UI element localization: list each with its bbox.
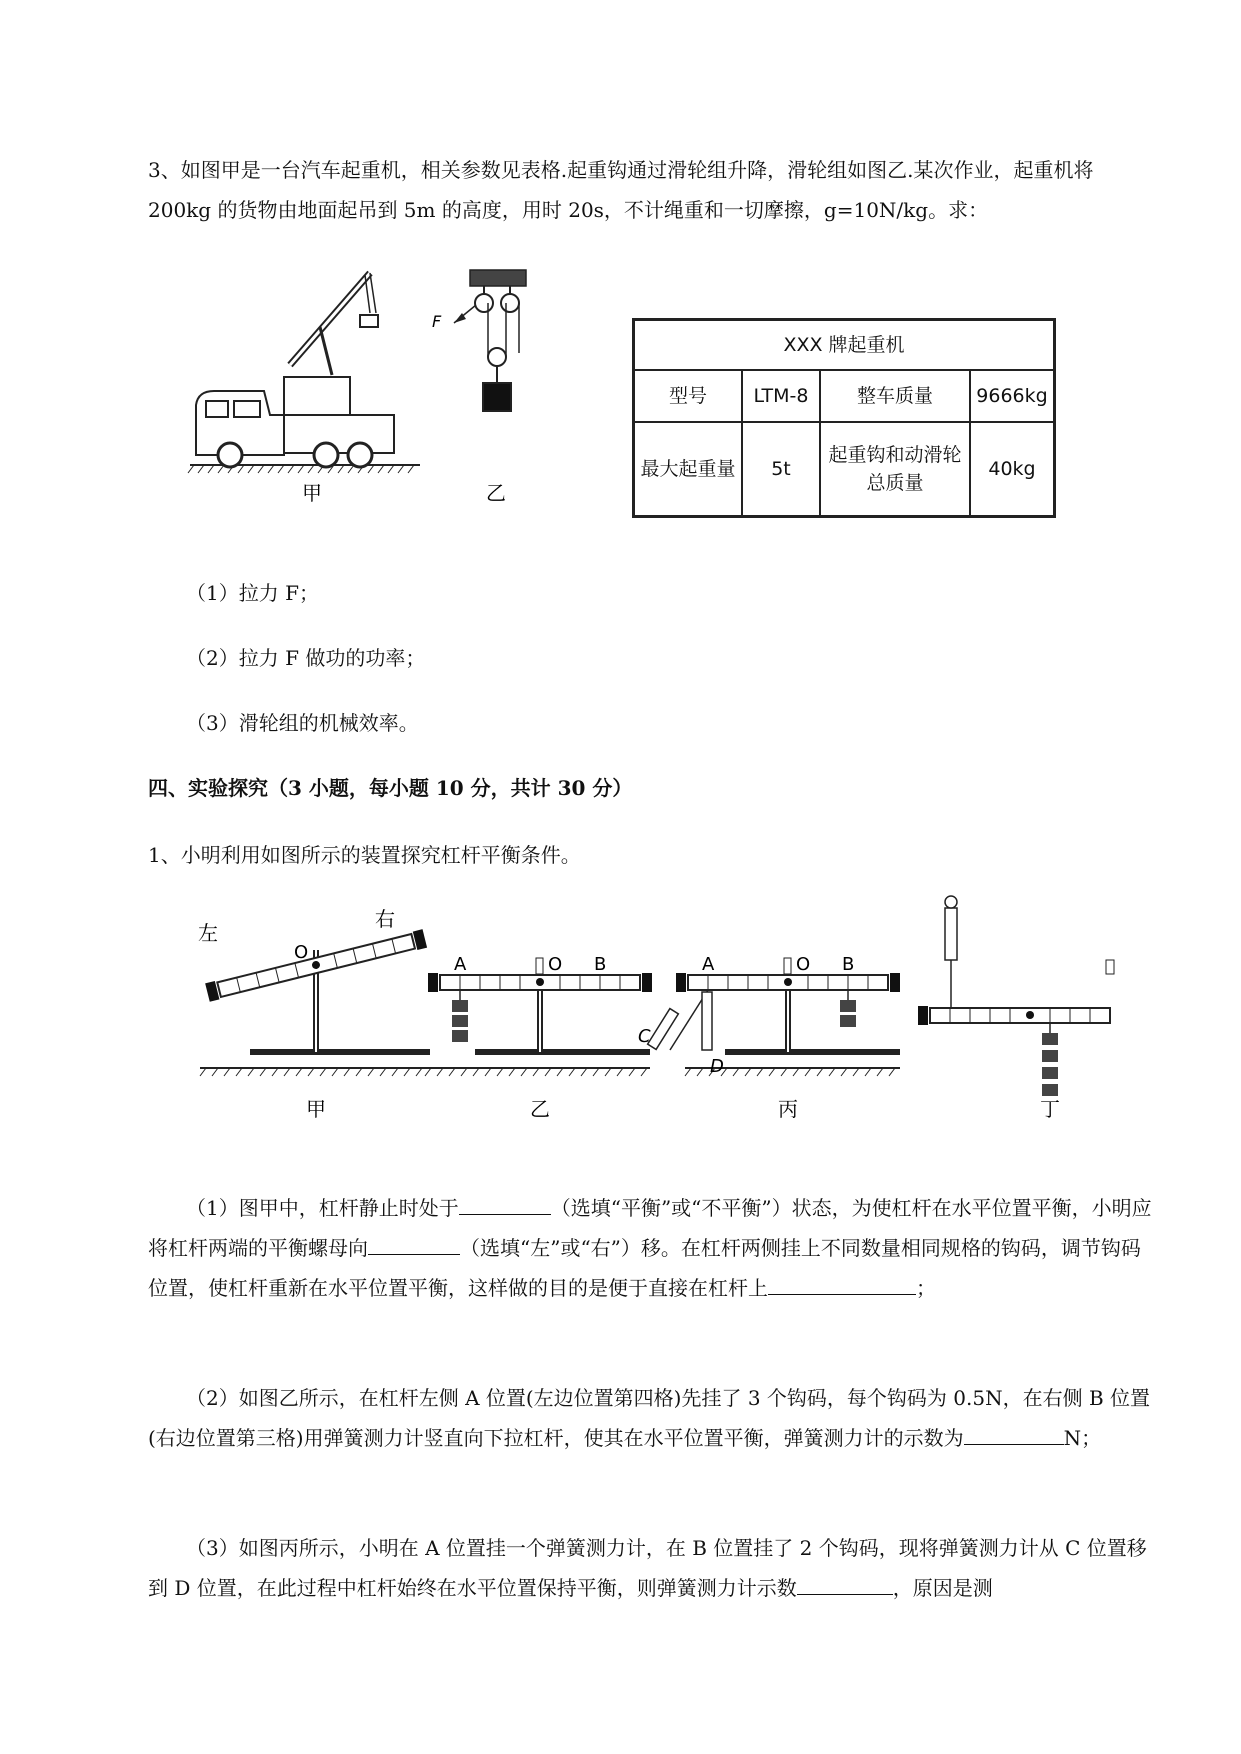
lever-jia [198, 907, 430, 1121]
part-2-text-a: （2）如图乙所示，在杠杆左侧 A 位置(左边位置第四格)先挂了 3 个钩码，每个钩码为 0.5N，在右侧 B 位置(右边位置第三格)用弹簧测力计竖直向下拉杠杆，使其在水平位置平衡，弹簧测力计的示数为 [148, 1386, 1151, 1450]
q3-intro: 3、如图甲是一台汽车起重机，相关参数见表格.起重钩通过滑轮组升降，滑轮组如图乙.某次作业，起重机将 200kg 的货物由地面起吊到 5m 的高度，用时 20s，不计绳重和一切摩擦，g=10N/kg。求： [148, 158, 1094, 222]
cell-maxload-label: 最大起重量 [634, 422, 743, 517]
q3-item-1: （1）拉力 F； [186, 581, 319, 605]
lever-ding [918, 896, 1114, 1121]
fig-label-jia: 甲 [302, 481, 322, 505]
part-3-text-a: （3）如图丙所示，小明在 A 位置挂一个弹簧测力计，在 B 位置挂了 2 个钩码，现将弹簧测力计从 C 位置移到 D 位置，在此过程中杠杆始终在水平位置保持平衡，则弹簧测力计示数 [148, 1536, 1147, 1600]
fig-label-bing: 丙 [778, 1097, 798, 1121]
table-title: XXX 牌起重机 [634, 320, 1055, 371]
blank-2[interactable] [368, 1230, 460, 1255]
part-3 [148, 1528, 1158, 1608]
cell-hook-label: 起重钩和动滑轮总质量 [820, 422, 970, 517]
q1-intro: 1、小明利用如图所示的装置探究杠杆平衡条件。 [148, 843, 581, 867]
label-left: 左 [198, 921, 218, 945]
label-b-yi: B [594, 954, 607, 975]
cell-hook-value: 40kg [970, 422, 1055, 517]
fig-label-jia-2: 甲 [306, 1097, 326, 1121]
label-o-bing: O [796, 954, 811, 975]
cell-mass-value: 9666kg [970, 370, 1055, 422]
part-1-text-d: ； [916, 1276, 936, 1300]
blank-3[interactable] [768, 1270, 916, 1295]
crane-pulley-figure [180, 265, 620, 515]
fig-label-yi: 乙 [486, 481, 506, 505]
label-a-yi: A [454, 954, 467, 975]
label-d: D [710, 1056, 724, 1077]
part-2-text-b: N； [1063, 1426, 1102, 1450]
label-o-jia: O [294, 942, 309, 963]
q3-item-2: （2）拉力 F 做功的功率； [186, 646, 426, 670]
cell-mass-label: 整车质量 [820, 370, 970, 422]
lever-bing [638, 954, 900, 1121]
label-b-bing: B [842, 954, 855, 975]
fig-label-ding: 丁 [1040, 1097, 1060, 1121]
cell-maxload-value: 5t [742, 422, 820, 517]
blank-4[interactable] [964, 1420, 1064, 1445]
part-1-text-b: （选填“平衡”或“不平衡”）状态，为使杠杆在水平位置平衡，小明应将杠杆两端的平衡螺母向 [148, 1196, 1152, 1260]
label-a-bing: A [702, 954, 715, 975]
part-3-text-b: ，原因是测 [892, 1576, 993, 1600]
blank-5[interactable] [797, 1570, 893, 1595]
part-1-text-c: （选填“左”或“右”）移。在杠杆两侧挂上不同数量相同规格的钩码，调节钩码位置，使杠杆重新在水平位置平衡，这样做的目的是便于直接在杠杆上 [148, 1236, 1141, 1300]
part-1-text-a: （1）图甲中，杠杆静止时处于 [186, 1196, 459, 1220]
label-right: 右 [375, 907, 395, 931]
part-2 [148, 1378, 1158, 1458]
force-label-f: F [432, 312, 442, 331]
lever-figures [180, 890, 1241, 1130]
cell-model-value: LTM-8 [742, 370, 820, 422]
part-1 [148, 1188, 1158, 1308]
q3-item-3: （3）滑轮组的机械效率。 [186, 711, 419, 735]
cell-model-label: 型号 [634, 370, 743, 422]
label-c: C [638, 1026, 651, 1047]
label-o-yi: O [548, 954, 563, 975]
crane-spec-table [632, 318, 1056, 518]
lever-yi [425, 954, 652, 1121]
fig-label-yi-2: 乙 [530, 1097, 550, 1121]
section-heading: 四、实验探究（3 小题，每小题 10 分，共计 30 分） [148, 776, 633, 800]
blank-1[interactable] [459, 1190, 551, 1215]
